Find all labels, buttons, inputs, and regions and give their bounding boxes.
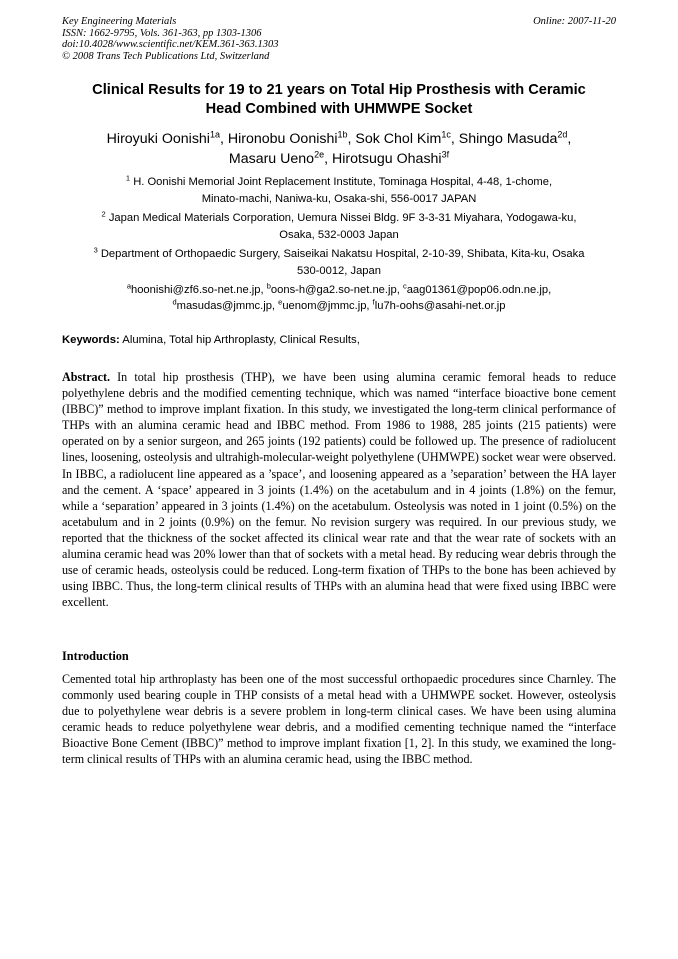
- affiliation-1: [62, 174, 616, 207]
- affiliation-line: Osaka, 532-0003 Japan: [279, 228, 399, 241]
- abstract-section: [62, 369, 616, 610]
- author-affiliation-mark: 2d: [557, 129, 568, 140]
- affiliation-number: 2: [101, 209, 106, 219]
- paper-title: [40, 81, 638, 119]
- journal-header: [62, 16, 616, 62]
- keywords-label: Keywords:: [62, 334, 120, 346]
- authors-line-1: Hiroyuki Oonishi$^{1a}$, Hironobu Oonishi$^{1b}$, Sok Chol Kim$^{1c}$, Shingo Masuda$^{2d}$,: [106, 129, 572, 147]
- title-line-1: Clinical Results for 19 to 21 years on Total Hip Prosthesis with Ceramic: [92, 82, 586, 98]
- keywords-section: [62, 332, 616, 348]
- authors-line-2: Masaru Ueno$^{2e}$, Hirotsugu Ohashi$^{3f}$: [228, 149, 450, 167]
- copyright-line: © 2008 Trans Tech Publications Ltd, Switzerland: [62, 50, 270, 62]
- abstract-label: Abstract.: [62, 370, 111, 384]
- abstract-text: In total hip prosthesis (THP), we have been using alumina ceramic femoral heads to reduce polyethylene debris and the modified cementing technique, which was named “interface bioactive bone cement (IBBC)” method to improve implant fixation. In this study, we investigated the long-term clinical performance of THPs with an alumina ceramic head and IBBC method. From 1986 to 1988, 285 joints (215 patients) were operated on by a senior surgeon, and 265 joints (192 patients) could be followed up. The presence of radiolucent lines, loosening, osteolysis and ultrahigh-molecular-weight polyethylene (UHMWPE) socket wear were observed. In IBBC, a radiolucent line appeared as a ’space’, and loosening appeared as a ’separation’ between the HA layer and the cement. A ‘space’ appeared in 3 joints (1.4%) on the acetabulum and in 4 joints (1.8%) on the femur, while a ‘separation’ appeared in 3 joints (1.4%) on the acetabulum. Osteolysis was noted in 1 joint (0.5%) on the acetabulum and in 2 joints (0.9%) on the femur. No revision surgery was required. In our previous study, we reported that the thickness of the socket affected its clinical wear rate and that the wear rate of sockets with an alumina ceramic head was 20% lower than that of sockets with a metal head. By reducing wear debris through the use of ceramic heads, osteolysis could be reduced. Long-term fixation of THPs to the bone has been achieved by using IBBC. Thus, the long-term clinical results of THPs with an alumina head that were fixed using IBBC were excellent.: [62, 370, 616, 610]
- email-address: aag01361@pop06.odn.ne.jp,: [406, 284, 552, 296]
- author-affiliation-mark: 1c: [441, 129, 451, 140]
- email-mark: b: [266, 281, 271, 291]
- email-mark: d: [172, 297, 177, 307]
- author-name: Hirotsugu Ohashi: [331, 151, 442, 167]
- author-name: Shingo Masuda: [458, 131, 558, 147]
- author-name: Hiroyuki Oonishi: [106, 131, 210, 147]
- email-address: lu7h-oohs@asahi-net.or.jp: [374, 300, 506, 312]
- affiliation-line: H. Oonishi Memorial Joint Replacement Institute, Tominaga Hospital, 4-48, 1-chome,: [133, 176, 553, 188]
- author-name: Masaru Ueno: [228, 151, 315, 167]
- email-mark: c: [402, 281, 407, 291]
- affiliation-number: 1: [125, 173, 131, 183]
- author-affiliation-mark: 2e: [314, 149, 325, 160]
- email-address: oons-h@ga2.so-net.ne.jp,: [270, 284, 400, 296]
- author-affiliation-mark: 1b: [337, 129, 348, 140]
- online-date: Online: 2007-11-20: [533, 16, 616, 27]
- author-name: Sok Chol Kim: [355, 131, 442, 147]
- journal-name: Key Engineering Materials: [62, 16, 177, 27]
- introduction-heading: Introduction: [62, 649, 129, 663]
- affiliation-line: Minato-machi, Naniwa-ku, Osaka-shi, 556-0017 JAPAN: [201, 192, 477, 205]
- email-address: uenom@jmmc.jp,: [282, 300, 370, 312]
- email-address: masudas@jmmc.jp,: [176, 300, 276, 312]
- author-affiliation-mark: 3f: [441, 149, 450, 160]
- affiliation-number: 3: [93, 245, 98, 255]
- affiliation-2: [62, 210, 616, 243]
- email-mark: f: [372, 297, 375, 307]
- email-address: hoonishi@zf6.so-net.ne.jp,: [130, 284, 264, 296]
- affiliation-line: Japan Medical Materials Corporation, Uemura Nissei Bldg. 9F 3-3-31 Miyahara, Yodogawa-ku,: [108, 212, 577, 224]
- email-mark: a: [126, 281, 131, 291]
- introduction-text: Cemented total hip arthroplasty has been one of the most successful orthopaedic procedures since Charnley. The commonly used bearing couple in THP consists of a metal head with a UHMWPE socket. However, osteolysis due to polyethylene wear debris is a severe problem in long-term clinical cases. We have been using alumina ceramic heads to reduce polyethylene wear debris, and a modified cementing technique named the “interface Bioactive Bone Cement (IBBC)” method to improve implant fixation [1, 2]. In this study, we examined the long-term clinical results of THPs with an alumina ceramic head, using the IBBC method.: [62, 672, 616, 767]
- doi-line: doi:10.4028/www.scientific.net/KEM.361-363.1303: [62, 39, 279, 50]
- affiliation-3: [62, 246, 616, 279]
- author-name: Hironobu Oonishi: [227, 131, 338, 147]
- author-list: [40, 129, 638, 169]
- keywords-text: Alumina, Total hip Arthroplasty, Clinical Results,: [119, 334, 360, 346]
- author-affiliation-mark: 1a: [209, 129, 220, 140]
- title-line-2: Head Combined with UHMWPE Socket: [205, 101, 473, 117]
- email-list: [62, 282, 616, 314]
- affiliation-line: Department of Orthopaedic Surgery, Saiseikai Nakatsu Hospital, 2-10-39, Shibata, Kita-ku, Osaka: [100, 248, 585, 260]
- email-mark: e: [278, 297, 283, 307]
- issn-line: ISSN: 1662-9795, Vols. 361-363, pp 1303-1306: [62, 27, 262, 39]
- affiliation-line: 530-0012, Japan: [297, 264, 381, 277]
